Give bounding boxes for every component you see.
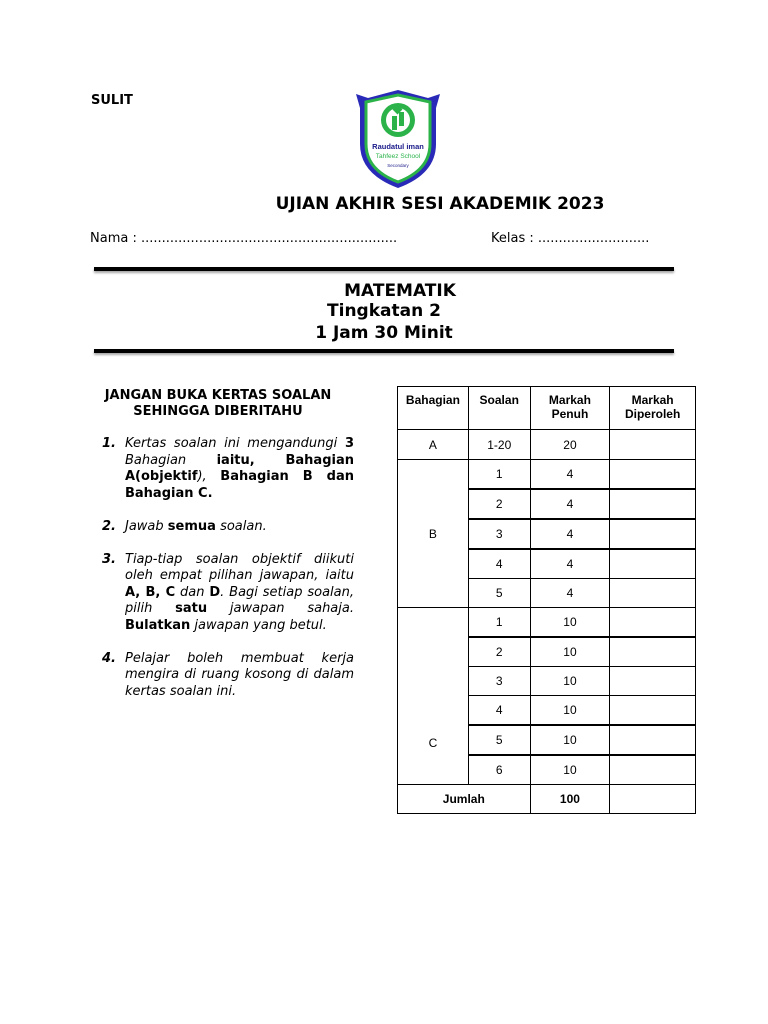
marks-obtained-cell xyxy=(610,637,696,667)
full-marks-cell: 4 xyxy=(530,489,610,519)
marks-obtained-cell xyxy=(610,430,696,460)
full-marks-cell: 4 xyxy=(530,460,610,490)
full-marks-cell: 10 xyxy=(530,725,610,755)
header-full-marks: Markah Penuh xyxy=(530,387,610,430)
question-cell: 4 xyxy=(468,696,530,726)
marks-obtained-cell xyxy=(610,489,696,519)
total-marks-obtained xyxy=(610,785,696,814)
top-divider xyxy=(94,267,674,271)
svg-text:Tahfeez School: Tahfeez School xyxy=(375,153,421,160)
section-label: C xyxy=(398,608,469,785)
question-cell: 5 xyxy=(468,579,530,608)
full-marks-cell: 10 xyxy=(530,755,610,785)
marks-obtained-cell xyxy=(610,725,696,755)
school-logo xyxy=(352,86,444,190)
question-cell: 3 xyxy=(468,667,530,696)
instruction-number: 2. xyxy=(102,518,116,534)
instructions-list xyxy=(90,436,354,717)
section-label: B xyxy=(398,460,469,608)
marks-table xyxy=(397,386,696,814)
marks-obtained-cell xyxy=(610,549,696,579)
table-row xyxy=(398,460,696,490)
marks-obtained-cell xyxy=(610,667,696,696)
svg-text:Secondary: Secondary xyxy=(387,163,409,168)
marks-obtained-cell xyxy=(610,755,696,785)
total-label: Jumlah xyxy=(398,785,531,814)
marks-obtained-cell xyxy=(610,608,696,638)
instruction-number: 3. xyxy=(102,551,116,567)
table-header-row xyxy=(398,387,696,430)
full-marks-cell: 4 xyxy=(530,519,610,549)
full-marks-cell: 10 xyxy=(530,696,610,726)
svg-text:Raudatul iman: Raudatul iman xyxy=(372,142,424,151)
question-cell: 2 xyxy=(468,637,530,667)
instruction-number: 4. xyxy=(102,650,116,666)
question-cell: 4 xyxy=(468,549,530,579)
instruction-item: 1. Kertas soalan ini mengandungi 3 Bahagian iaitu, Bahagian A(objektif), Bahagian B dan Bahagian C. xyxy=(102,436,354,501)
form-level: Tingkatan 2 xyxy=(327,301,441,321)
question-cell: 3 xyxy=(468,519,530,549)
question-cell: 1 xyxy=(468,608,530,638)
marks-obtained-cell xyxy=(610,519,696,549)
header-question: Soalan xyxy=(468,387,530,430)
instruction-item: 2. Jawab semua soalan. xyxy=(102,518,267,534)
question-cell: 1-20 xyxy=(468,430,530,460)
header-marks-obtained: Markah Diperoleh xyxy=(610,387,696,430)
full-marks-cell: 10 xyxy=(530,667,610,696)
bottom-divider xyxy=(94,349,674,353)
instructions-warning: JANGAN BUKA KERTAS SOALAN SEHINGGA DIBERITAHU xyxy=(104,388,332,419)
marks-obtained-cell xyxy=(610,460,696,490)
name-field: Nama : .............................................................. xyxy=(90,231,398,246)
marks-obtained-cell xyxy=(610,696,696,726)
classification-label: SULIT xyxy=(91,93,133,108)
question-cell: 5 xyxy=(468,725,530,755)
header-section: Bahagian xyxy=(398,387,469,430)
instruction-number: 1. xyxy=(102,436,116,451)
marks-obtained-cell xyxy=(610,579,696,608)
full-marks-cell: 4 xyxy=(530,549,610,579)
full-marks-cell: 10 xyxy=(530,637,610,667)
full-marks-cell: 20 xyxy=(530,430,610,460)
question-cell: 2 xyxy=(468,489,530,519)
exam-duration: 1 Jam 30 Minit xyxy=(315,323,453,343)
table-total-row xyxy=(398,785,696,814)
full-marks-cell: 4 xyxy=(530,579,610,608)
section-label: A xyxy=(398,430,469,460)
class-field: Kelas : ........................... xyxy=(491,231,650,246)
total-full-marks: 100 xyxy=(530,785,610,814)
subject-name: MATEMATIK xyxy=(344,281,456,301)
table-row xyxy=(398,608,696,638)
table-row xyxy=(398,430,696,460)
question-cell: 6 xyxy=(468,755,530,785)
exam-title: UJIAN AKHIR SESI AKADEMIK 2023 xyxy=(275,194,605,214)
instruction-item: 4. Pelajar boleh membuat kerja mengira di ruang kosong di dalam kertas soalan ini. xyxy=(102,650,354,699)
question-cell: 1 xyxy=(468,460,530,490)
full-marks-cell: 10 xyxy=(530,608,610,638)
instruction-item: 3. Tiap-tiap soalan objektif diikuti oleh empat pilihan jawapan, iaitu A, B, C dan D. Bagi setiap soalan, pilih satu jawapan sahaja. Bulatkan jawapan yang betul. xyxy=(102,551,354,633)
